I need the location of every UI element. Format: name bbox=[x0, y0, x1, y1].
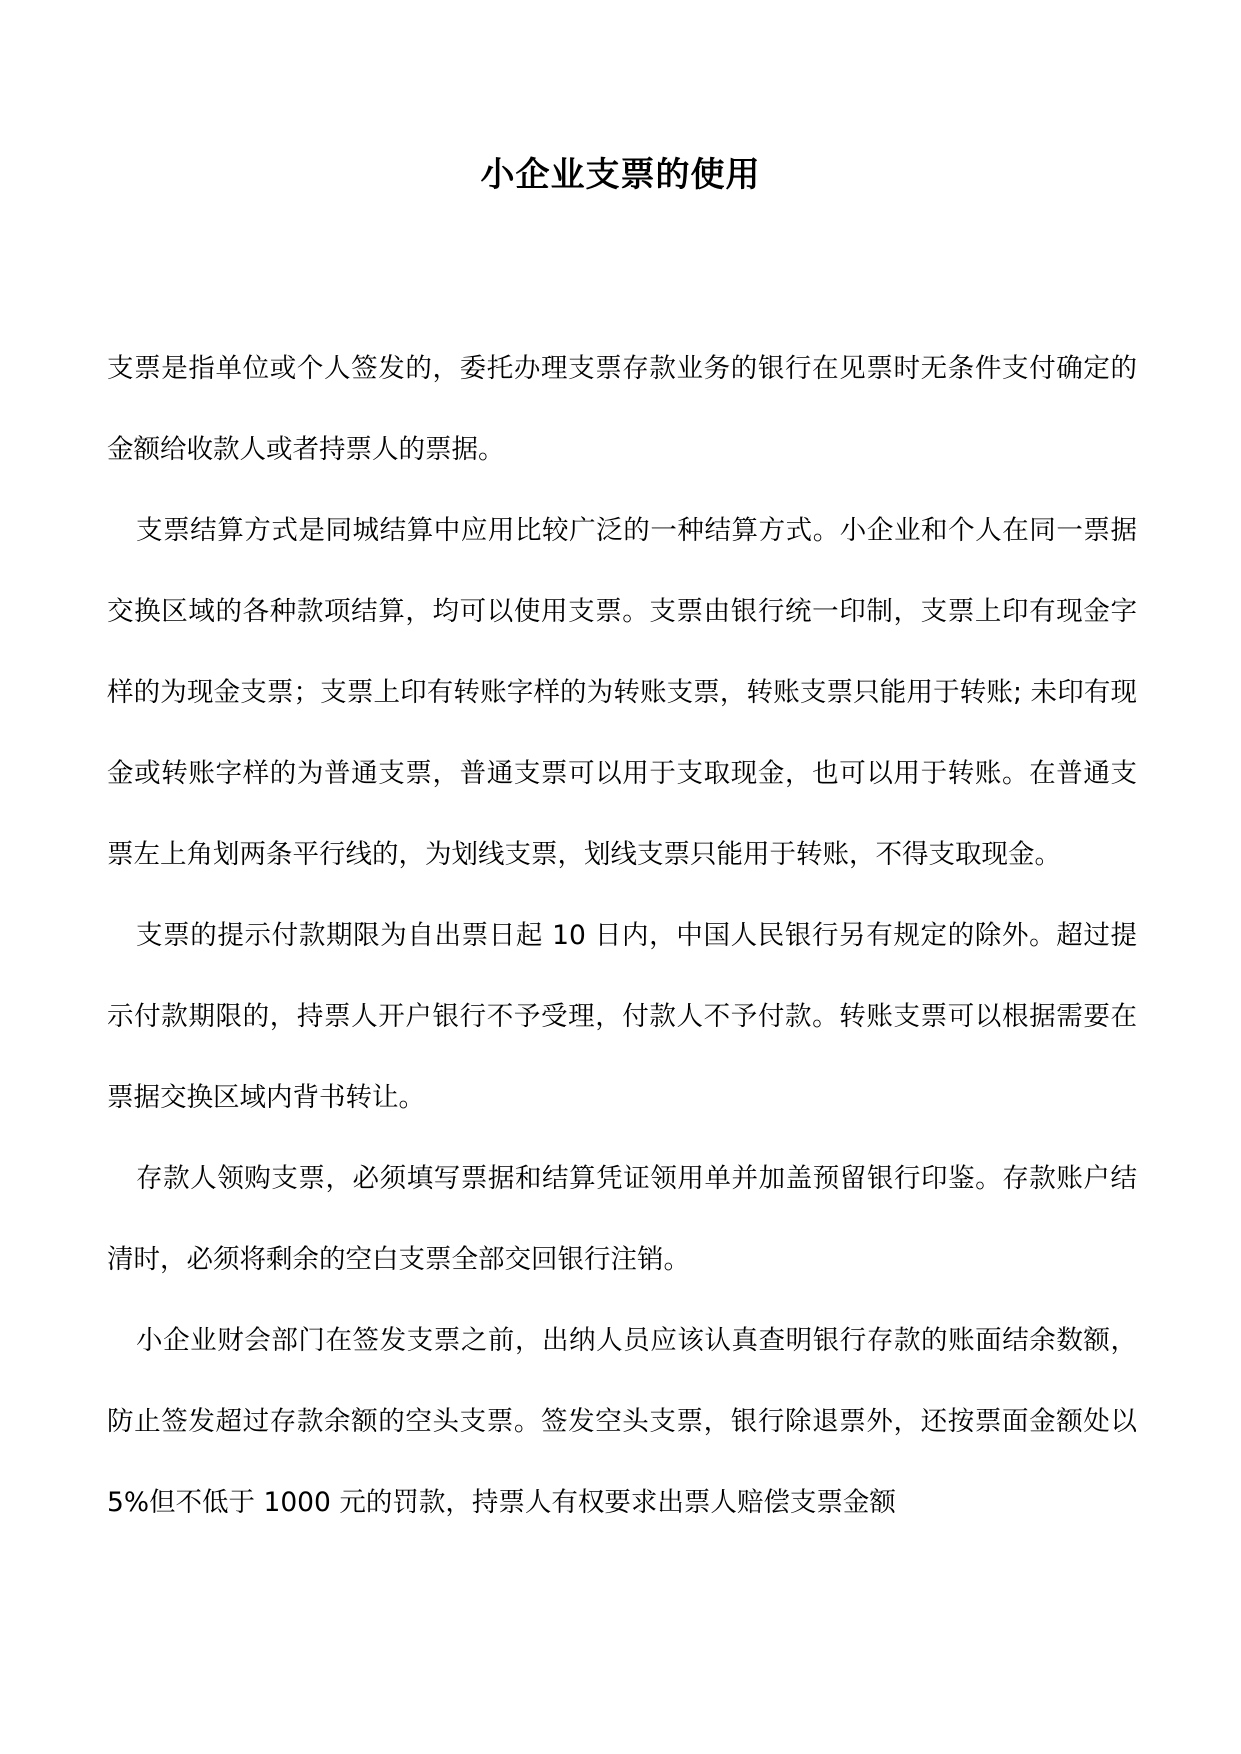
document-body bbox=[107, 328, 1137, 1543]
paragraph-bounced-cheque: 小企业财会部门在签发支票之前，出纳人员应该认真查明银行存款的账面结余数额，防止签发超过存款余额的空头支票。签发空头支票，银行除退票外，还按票面金额处以 5%但不低于 1000 元的罚款，持票人有权要求出票人赔偿支票金额 bbox=[107, 1325, 1137, 1518]
paragraph-purchase: 存款人领购支票，必须填写票据和结算凭证领用单并加盖预留银行印鉴。存款账户结清时，必须将剩余的空白支票全部交回银行注销。 bbox=[107, 1163, 1137, 1275]
paragraph-definition: 支票是指单位或个人签发的，委托办理支票存款业务的银行在见票时无条件支付确定的金额给收款人或者持票人的票据。 bbox=[107, 353, 1137, 465]
paragraph-settlement-method: 支票结算方式是同城结算中应用比较广泛的一种结算方式。小企业和个人在同一票据交换区域的各种款项结算，均可以使用支票。支票由银行统一印制，支票上印有现金字样的为现金支票；支票上印有转账字样的为转账支票，转账支票只能用于转账; 未印有现金或转账字样的为普通支票，普通支票可以用于支取现金，也可以用于转账。在普通支票左上角划两条平行线的，为划线支票，划线支票只能用于转账，不得支取现金。 bbox=[107, 515, 1137, 870]
paragraph-payment-period: 支票的提示付款期限为自出票日起 10 日内，中国人民银行另有规定的除外。超过提示付款期限的，持票人开户银行不予受理，付款人不予付款。转账支票可以根据需要在票据交换区域内背书转让。 bbox=[107, 920, 1137, 1113]
document-title: 小企业支票的使用 bbox=[480, 155, 761, 195]
